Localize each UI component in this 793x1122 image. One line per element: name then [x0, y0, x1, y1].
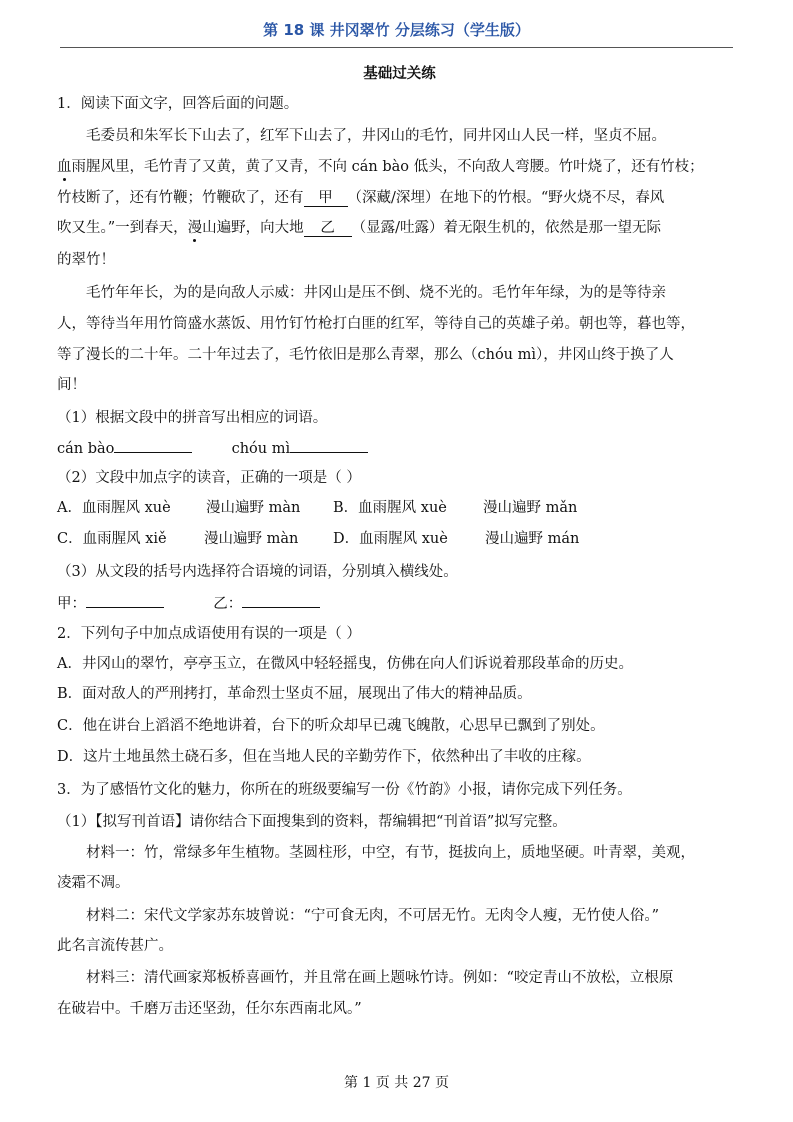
option-d-second: 漫山遍野 mán — [485, 531, 580, 547]
answer-blank-jia[interactable] — [86, 607, 164, 608]
label-yi: 乙： — [213, 596, 243, 612]
page-header-title: 第 18 课 井冈翠竹 分层练习（学生版） — [263, 21, 530, 39]
answer-blank-choumi[interactable] — [290, 452, 368, 453]
q1-pinyin-row — [57, 439, 742, 459]
option-c-second: 漫山遍野 màn — [204, 531, 299, 547]
q1-sub3: （3）从文段的括号内选择符合语境的词语，分别填入横线处。 — [57, 564, 458, 580]
pinyin-canbao: cán bào — [57, 441, 115, 457]
section-title: 基础过关练 — [363, 66, 436, 82]
q3-material1-line1: 材料一：竹，常绿多年生植物。茎圆柱形，中空，有节，挺拔向上，质地坚硬。叶青翠，美观， — [86, 845, 695, 861]
dotted-char-man: 漫 — [187, 220, 203, 236]
option-c[interactable]: C．血雨腥风 xiě — [57, 531, 167, 547]
q3-material2-line1: 材料二：宋代文学家苏东坡曾说：“宁可食无肉，不可居无竹。无肉令人瘦，无竹使人俗。” — [86, 908, 660, 924]
option-d[interactable]: D．血雨腥风 xuè — [333, 531, 448, 547]
q1-p2-line3: 等了漫长的二十年。二十年过去了，毛竹依旧是那么青翠，那么（chóu mì），井冈山终于换了人 — [57, 347, 674, 363]
q3-sub1: （1）【拟写刊首语】请你结合下面搜集到的资料，帮编辑把“刊首语”拟写完整。 — [57, 814, 567, 830]
q2-option-b[interactable]: B．面对敌人的严刑拷打，革命烈士坚贞不屈，展现出了伟大的精神品质。 — [57, 686, 532, 702]
q2-option-c[interactable]: C．他在讲台上滔滔不绝地讲着，台下的听众却早已魂飞魄散，心思早已飘到了别处。 — [57, 718, 605, 734]
blank-jia[interactable]: 甲 — [304, 190, 348, 207]
page-footer: 第 1 页 共 27 页 — [344, 1075, 449, 1091]
q3-material1-line2: 凌霜不凋。 — [57, 875, 130, 891]
q1-p1-line3-a: 竹枝断了，还有竹鞭；竹鞭砍了，还有 — [57, 190, 304, 206]
pinyin-choumi: chóu mì — [231, 441, 291, 457]
q1-p1-line4-a: 吹又生。”一到春天， — [57, 220, 188, 236]
q1-p1-line1: 毛委员和朱军长下山去了，红军下山去了，井冈山的毛竹，同井冈山人民一样，坚贞不屈。 — [86, 128, 666, 144]
q1-p1-line3-b: （深藏/深埋）在地下的竹根。“野火烧不尽，春风 — [347, 190, 665, 206]
q3-material2-line2: 此名言流传甚广。 — [57, 938, 173, 954]
q2-option-a[interactable]: A．井冈山的翠竹，亭亭玉立，在微风中轻轻摇曳，仿佛在向人们诉说着那段革命的历史。 — [57, 656, 633, 672]
q1-p1-line4-b: 山遍野，向大地 — [202, 220, 304, 236]
q1-sub2: （2）文段中加点字的读音，正确的一项是（ ） — [57, 470, 361, 486]
q1-p2-line1: 毛竹年年长，为的是向敌人示威：井冈山是压不倒、烧不光的。毛竹年年绿，为的是等待亲 — [86, 285, 666, 301]
q1-fill-row — [57, 594, 742, 614]
option-b-second: 漫山遍野 mǎn — [483, 500, 578, 516]
q1-p1-line4-c: （显露/吐露）着无限生机的，依然是那一望无际 — [351, 220, 662, 236]
option-a-second: 漫山遍野 màn — [206, 500, 301, 516]
blank-yi[interactable]: 乙 — [304, 220, 352, 237]
q1-p1-line2 — [57, 157, 742, 177]
q1-stem: 1．阅读下面文字，回答后面的问题。 — [57, 96, 299, 112]
label-jia: 甲： — [57, 596, 86, 612]
option-b[interactable]: B．血雨腥风 xuè — [333, 500, 447, 516]
q1-p2-line2: 人，等待当年用竹筒盛水蒸饭、用竹钉竹枪打白匪的红军，等待自己的英雄子弟。朝也等，暮也等， — [57, 316, 695, 332]
q1-p1-line3 — [57, 188, 742, 208]
q1-p1-line5: 的翠竹！ — [57, 252, 115, 268]
q3-stem: 3．为了感悟竹文化的魅力，你所在的班级要编写一份《竹韵》小报，请你完成下列任务。 — [57, 782, 632, 798]
option-a[interactable]: A．血雨腥风 xuè — [57, 500, 171, 516]
q1-sub1: （1）根据文段中的拼音写出相应的词语。 — [57, 410, 328, 426]
q3-material3-line2: 在破岩中。千磨万击还坚劲，任尔东西南北风。” — [57, 1001, 362, 1017]
q2-stem: 2．下列句子中加点成语使用有误的一项是（ ） — [57, 626, 361, 642]
q1-p1-line4 — [57, 218, 742, 238]
q2-option-d[interactable]: D．这片土地虽然土硗石多，但在当地人民的辛勤劳作下，依然种出了丰收的庄稼。 — [57, 749, 591, 765]
q1-p2-line4: 间！ — [57, 377, 86, 393]
header-rule — [60, 47, 733, 48]
q1-p1-line2-text: 雨腥风里，毛竹青了又黄，黄了又青，不向 cán bào 低头，不向敌人弯腰。竹叶烧了，还有竹枝； — [71, 159, 704, 175]
answer-blank-yi[interactable] — [242, 607, 320, 608]
q3-material3-line1: 材料三：清代画家郑板桥喜画竹，并且常在画上题咏竹诗。例如：“咬定青山不放松，立根原 — [86, 970, 674, 986]
answer-blank-canbao[interactable] — [114, 452, 192, 453]
dotted-char-xue: 血 — [57, 159, 72, 175]
